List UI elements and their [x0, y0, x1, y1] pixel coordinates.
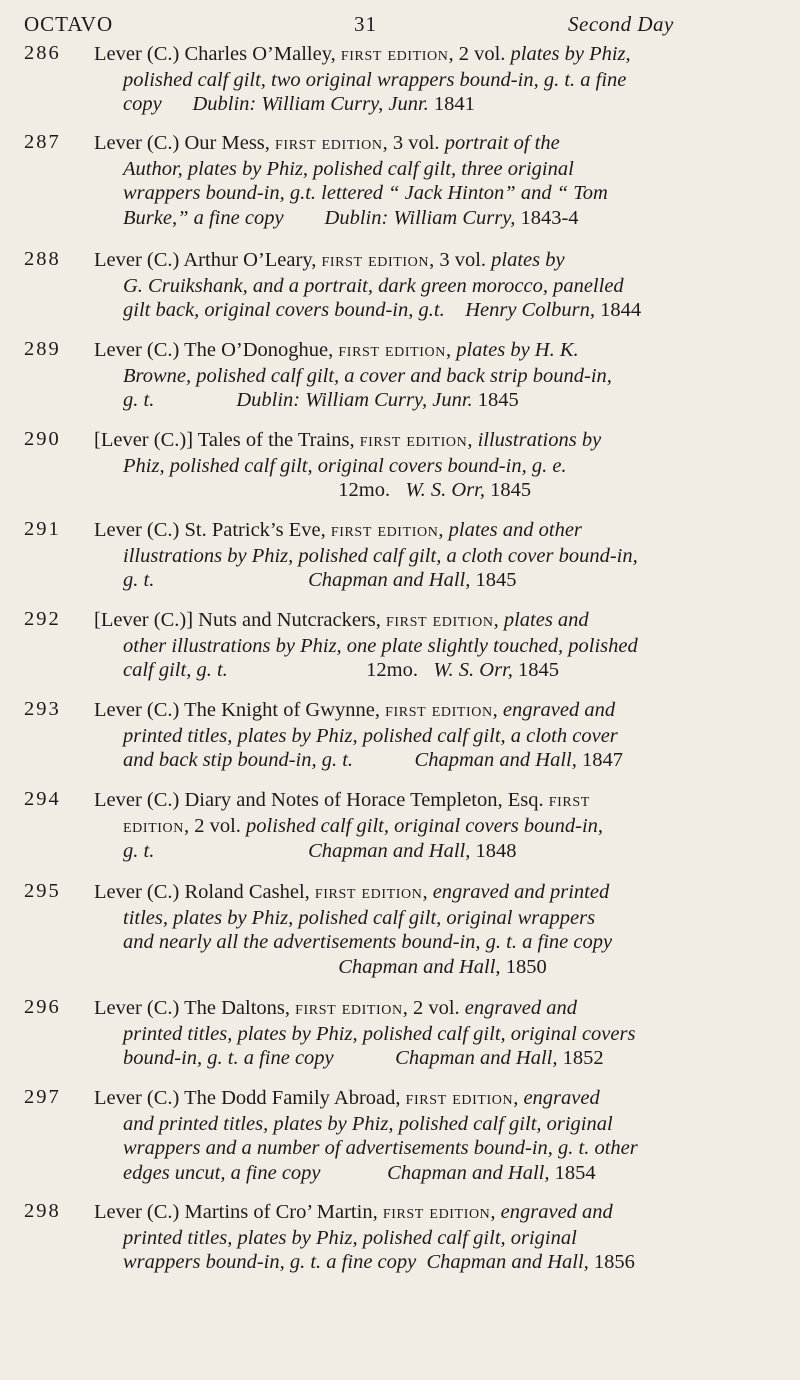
edition-mark: first edition [340, 44, 449, 65]
text-segment [334, 1047, 396, 1069]
text-segment: Dublin: William Curry, Junr. [192, 93, 429, 116]
lot-number: 295 [24, 880, 61, 902]
text-segment: 1845 [470, 569, 517, 592]
description-line [94, 724, 682, 749]
lot-number: 297 [24, 1086, 61, 1108]
text-segment: Chapman and Hall, [395, 1047, 558, 1070]
text-segment [321, 1162, 388, 1184]
text-segment: , 2 vol. [402, 997, 465, 1019]
text-segment: Dublin: William Curry, Junr. [236, 389, 473, 412]
description-line [94, 42, 682, 68]
edition-mark: edition [123, 815, 184, 837]
text-segment: engraved [523, 1087, 600, 1109]
lot-description [94, 1200, 682, 1275]
description-line [94, 518, 682, 544]
sale-day: Second Day [568, 12, 674, 36]
description-line [94, 248, 682, 274]
text-segment: 1852 [557, 1047, 604, 1070]
text-segment: polished calf gilt, two original wrappers bound-in, g. t. a fine [123, 68, 627, 91]
text-segment: g. t. [123, 389, 155, 412]
text-segment: plates by Phiz, [510, 43, 631, 65]
text-segment: g. t. [123, 569, 155, 592]
edition-mark: first edition [405, 1088, 514, 1109]
lot-description [94, 880, 682, 979]
lot-description [94, 338, 682, 413]
text-segment: and printed titles, plates by Phiz, polished calf gilt, original [123, 1112, 613, 1135]
lot-description [94, 996, 682, 1071]
edition-mark: first edition [385, 700, 493, 721]
description-line [94, 930, 682, 955]
text-segment [162, 93, 193, 115]
description-line [94, 478, 682, 503]
text-segment: Chapman and Hall, [414, 749, 577, 772]
text-segment: Henry Colburn, [465, 299, 596, 322]
text-segment: Dublin: William Curry, [324, 206, 516, 229]
text-segment: engraved and [464, 997, 577, 1019]
description-line [94, 1112, 682, 1137]
text-segment: , [492, 699, 503, 721]
text-segment: [Lever (C.)] Nuts and Nutcrackers, [94, 609, 387, 631]
edition-mark: first edition [295, 998, 403, 1019]
text-segment [154, 389, 236, 411]
text-segment: 1841 [428, 93, 475, 116]
text-segment: and nearly all the advertisements bound-in, g. t. a fine copy [123, 931, 613, 954]
text-segment: , [422, 881, 433, 903]
text-segment: Lever (C.) Martins of Cro’ Martin, [94, 1201, 383, 1223]
text-segment: titles, plates by Phiz, polished calf gilt, original wrappers [123, 906, 596, 929]
text-segment: 1845 [472, 389, 519, 412]
text-segment: printed titles, plates by Phiz, polished calf gilt, a cloth cover [123, 724, 618, 747]
text-segment: 1843-4 [515, 206, 579, 229]
description-line [94, 364, 682, 389]
text-segment: Chapman and Hall, [308, 569, 471, 592]
lot-description [94, 788, 682, 864]
lot-description [94, 428, 682, 503]
lot-number: 294 [24, 788, 61, 810]
lot-number: 292 [24, 608, 61, 630]
text-segment: 12mo. [227, 659, 434, 682]
text-segment: bound-in, g. t. a fine copy [123, 1047, 334, 1070]
lot-description [94, 608, 682, 683]
description-line [94, 206, 682, 231]
description-line [94, 131, 682, 157]
lot-number: 289 [24, 338, 61, 360]
text-segment: engraved and [502, 699, 616, 721]
edition-mark: first edition [382, 1202, 491, 1223]
description-line [94, 839, 682, 864]
lot-description [94, 131, 682, 230]
text-segment: Chapman and Hall, [387, 1161, 550, 1184]
edition-mark: first [548, 790, 590, 811]
text-segment: Lever (C.) Diary and Notes of Horace Templeton, Esq. [94, 789, 549, 811]
edition-mark: first edition [321, 250, 430, 271]
text-segment [445, 299, 466, 321]
description-line [94, 1046, 682, 1071]
text-segment: [Lever (C.)] Tales of the Trains, [94, 429, 360, 451]
text-segment: , [490, 1201, 501, 1223]
text-segment [154, 840, 308, 862]
text-segment: other illustrations by Phiz, one plate slightly touched, polished [123, 634, 638, 657]
description-line [94, 698, 682, 724]
description-line [94, 906, 682, 931]
text-segment: Lever (C.) The Daltons, [94, 997, 296, 1019]
description-line [94, 298, 682, 323]
text-segment: copy [123, 93, 162, 116]
text-segment: Author, plates by Phiz, polished calf gilt, three original [123, 157, 574, 180]
description-line [94, 608, 682, 634]
description-line [94, 748, 682, 773]
lot-number: 288 [24, 248, 61, 270]
text-segment: plates by H. K. [456, 339, 579, 361]
lot-number: 286 [24, 42, 61, 64]
text-segment: , 3 vol. [429, 249, 492, 271]
lot-description [94, 698, 682, 773]
description-line [94, 181, 682, 206]
text-segment: edges uncut, a fine copy [123, 1161, 321, 1184]
edition-mark: first edition [314, 882, 423, 903]
description-line [94, 788, 682, 814]
text-segment: Lever (C.) Roland Cashel, [94, 881, 315, 903]
text-segment: and back stip bound-in, g. t. [123, 749, 354, 772]
text-segment: portrait of the [444, 132, 560, 154]
lot-number: 291 [24, 518, 61, 540]
text-segment: wrappers and a number of advertisements bound-in, g. t. other [123, 1137, 638, 1160]
text-segment: 1848 [470, 840, 517, 863]
description-line [94, 274, 682, 299]
text-segment: Lever (C.) The O’Donoghue, [94, 339, 339, 361]
lot-description [94, 42, 682, 117]
edition-mark: first edition [330, 520, 439, 541]
text-segment [123, 956, 338, 978]
text-segment: G. Cruikshank, and a portrait, dark green morocco, panelled [123, 274, 624, 297]
description-line [94, 634, 682, 659]
text-segment: Chapman and Hall, [308, 840, 471, 863]
description-line [94, 880, 682, 906]
text-segment: Lever (C.) Charles O’Malley, [94, 43, 341, 65]
description-line [94, 1250, 682, 1275]
lot-number: 298 [24, 1200, 61, 1222]
description-line [94, 454, 682, 479]
text-segment: W. S. Orr, [433, 659, 513, 682]
text-segment: wrappers bound-in, g.t. lettered “ Jack Hinton” and “ Tom [123, 182, 608, 205]
text-segment: , [445, 339, 457, 361]
text-segment: Lever (C.) The Dodd Family Abroad, [94, 1087, 406, 1109]
text-segment: Browne, polished calf gilt, a cover and back strip bound-in, [123, 364, 612, 387]
text-segment: polished calf gilt, original covers bound-in, [246, 814, 604, 837]
description-line [94, 68, 682, 93]
lot-description [94, 518, 682, 593]
description-line [94, 157, 682, 182]
description-line [94, 338, 682, 364]
edition-mark: first edition [386, 610, 494, 631]
text-segment: Phiz, polished calf gilt, original covers bound-in, g. e. [123, 454, 567, 477]
text-segment [154, 569, 308, 591]
text-segment: plates and other [448, 519, 582, 541]
text-segment: plates and [503, 609, 589, 631]
description-line [94, 996, 682, 1022]
text-segment: 1845 [485, 479, 532, 502]
lot-description [94, 1086, 682, 1185]
text-segment: gilt back, original covers bound-in, g.t. [123, 299, 445, 322]
text-segment: calf gilt, g. t. [123, 659, 228, 682]
text-segment [353, 749, 415, 771]
description-line [94, 544, 682, 569]
edition-mark: first edition [338, 340, 446, 361]
description-line [94, 955, 682, 980]
description-line [94, 814, 682, 840]
description-line [94, 1086, 682, 1112]
edition-mark: first edition [275, 133, 383, 154]
text-segment: wrappers bound-in, g. t. a fine copy Chapman and Hall, [123, 1251, 589, 1274]
description-line [94, 658, 682, 683]
text-segment: g. t. [123, 840, 155, 863]
lot-description [94, 248, 682, 323]
text-segment: , 2 vol. [183, 814, 247, 837]
description-line [94, 92, 682, 117]
text-segment: , [467, 429, 478, 451]
text-segment: Lever (C.) Our Mess, [94, 132, 276, 154]
text-segment: , [493, 609, 504, 631]
description-line [94, 1136, 682, 1161]
text-segment: Lever (C.) Arthur O’Leary, [94, 249, 322, 271]
text-segment: Lever (C.) St. Patrick’s Eve, [94, 519, 331, 541]
text-segment: Chapman and Hall, [338, 955, 501, 978]
text-segment: 1850 [500, 955, 547, 978]
text-segment: W. S. Orr, [405, 479, 486, 502]
description-line [94, 428, 682, 454]
description-line [94, 388, 682, 413]
lot-number: 290 [24, 428, 61, 450]
page-number: 31 [354, 12, 377, 36]
text-segment: illustrations by [477, 429, 602, 451]
text-segment: , 3 vol. [382, 132, 445, 154]
lot-number: 287 [24, 131, 61, 153]
text-segment: 1854 [549, 1161, 596, 1184]
description-line [94, 1200, 682, 1226]
text-segment: engraved and printed [432, 881, 610, 903]
edition-mark: first edition [359, 430, 468, 451]
text-segment [284, 207, 325, 229]
text-segment: 1844 [595, 299, 642, 322]
text-segment: illustrations by Phiz, polished calf gilt, a cloth cover bound-in, [123, 544, 638, 567]
description-line [94, 568, 682, 593]
section-label: OCTAVO [24, 12, 114, 36]
text-segment: , 2 vol. [448, 43, 511, 65]
text-segment: 1845 [512, 659, 560, 682]
text-segment: , [438, 519, 449, 541]
text-segment: 1856 [588, 1251, 635, 1274]
text-segment: plates by [491, 249, 565, 271]
text-segment: Burke,” a fine copy [123, 206, 284, 229]
text-segment: engraved and [500, 1201, 613, 1223]
text-segment: 12mo. [123, 479, 406, 502]
text-segment: printed titles, plates by Phiz, polished calf gilt, original [123, 1226, 577, 1249]
description-line [94, 1226, 682, 1251]
description-line [94, 1022, 682, 1047]
text-segment: , [513, 1087, 524, 1109]
description-line [94, 1161, 682, 1186]
lot-number: 293 [24, 698, 61, 720]
text-segment: printed titles, plates by Phiz, polished calf gilt, original covers [123, 1022, 636, 1045]
text-segment: 1847 [576, 749, 623, 772]
text-segment: Lever (C.) The Knight of Gwynne, [94, 699, 386, 721]
lot-number: 296 [24, 996, 61, 1018]
